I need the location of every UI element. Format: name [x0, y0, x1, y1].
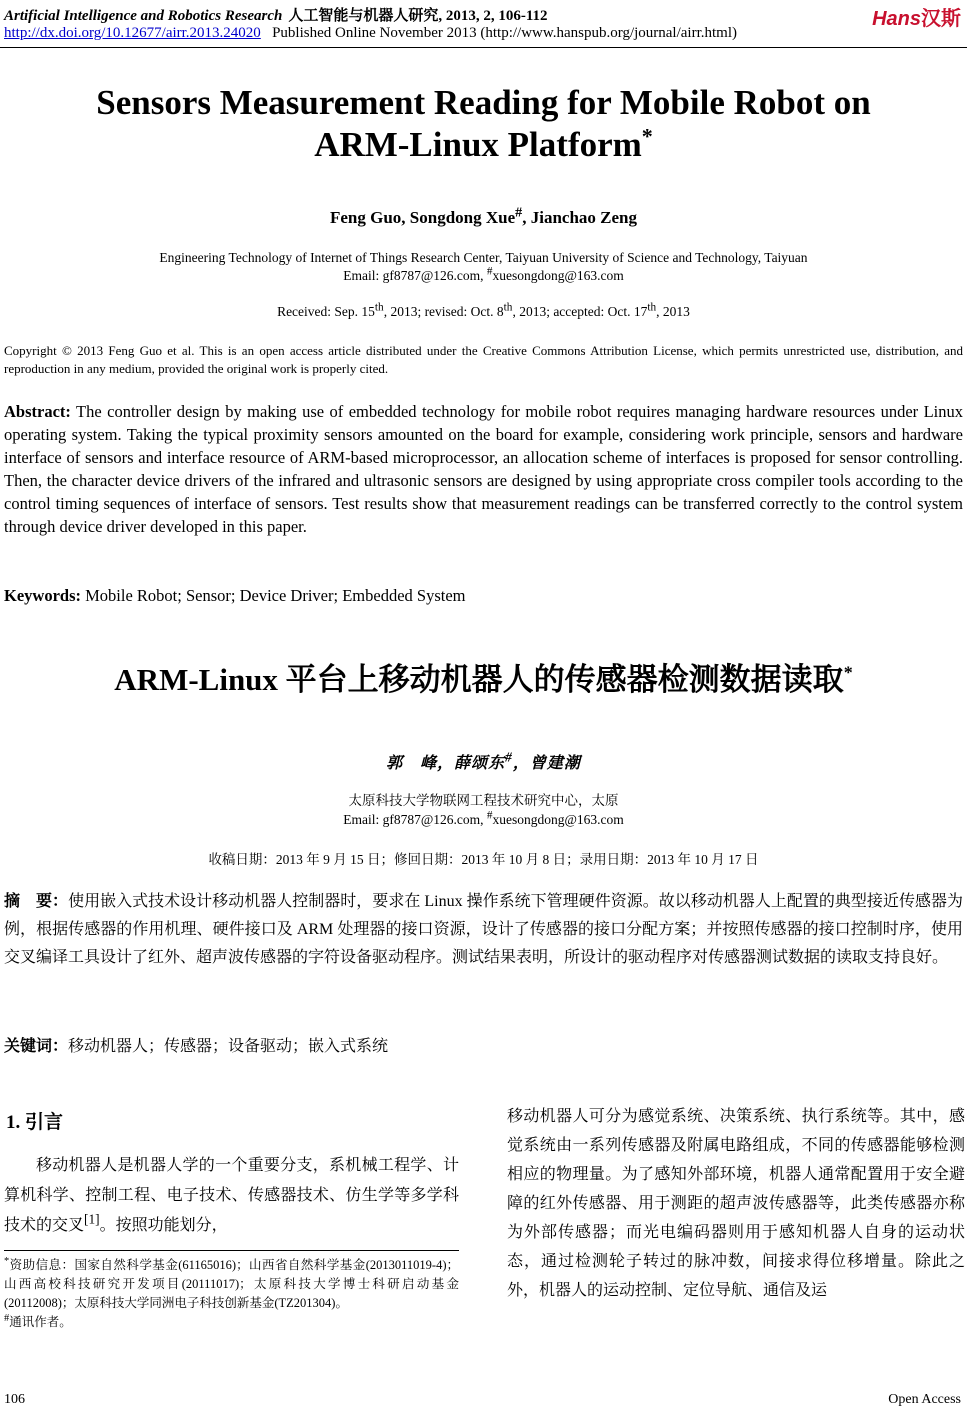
- footnote-divider: [4, 1250, 459, 1251]
- abstract-en-label: Abstract:: [4, 402, 71, 421]
- doi-link[interactable]: http://dx.doi.org/10.12677/airr.2013.24020: [4, 25, 261, 41]
- journal-name-en: Artificial Intelligence and Robotics Research: [4, 8, 283, 24]
- body-left-column: [4, 1151, 459, 1241]
- title-cn-mark: *: [843, 662, 853, 683]
- title-en-mark: *: [641, 123, 653, 149]
- received-en-p1: Received: Sep. 15: [277, 304, 375, 319]
- email-en: [0, 267, 967, 285]
- abstract-cn-text: 使用嵌入式技术设计移动机器人控制器时，要求在 Linux 操作系统下管理硬件资源。故以移动机器人上配置的典型接近传感器为例，根据传感器的作用机理、硬件接口及 ARM 处理器的接口资源，设计了传感器的接口分配方案；并按照传感器的接口控制时序，使用交叉编译工具设计了红外、超声波传感器的字符设备驱动程序。测试结果表明，所设计的驱动程序对传感器测试数据的读取支持良好。: [4, 893, 963, 966]
- abstract-en: [4, 400, 963, 538]
- copyright-notice: Copyright © 2013 Feng Guo et al. This is an open access article distributed under the Creative Commons Attribution License, which permits unrestricted use, distribution, and reproduction in any medium, provided the original work is properly cited.: [4, 343, 963, 376]
- email-en-mark: #: [486, 265, 493, 278]
- abstract-cn-label: 摘 要：: [4, 893, 69, 910]
- abstract-cn: [4, 888, 963, 972]
- corresponding-mark: #: [515, 204, 523, 221]
- received-en-p2: , 2013; revised: Oct. 8: [383, 304, 504, 319]
- abstract-en-text: The controller design by making use of embedded technology for mobile robot requires managing hardware resources under Linux operating system. Taking the typical proximity sensors amounted on the board for example, considering work principle, sensors and hardware interface of sensors and interface resource of ARM-based microprocessor, an allocation scheme of interfaces is proposed for sensor controlling. Then, the character device drivers of the infrared and ultrasonic sensors are designed by using appropriate cross compiler tools according to the control timing sequences of interface of sensors. Test results show that measurement readings can be transferred correctly to the control system through device driver developed in this paper.: [4, 402, 963, 536]
- received-en-s1: th: [374, 301, 384, 314]
- email-en-pre: Email: gf8787@126.com,: [343, 268, 487, 283]
- body-right-column: [507, 1102, 965, 1305]
- authors-cn-part1: 郭 峰，薛颂东: [386, 755, 506, 772]
- footnote-corresponding-text: 通讯作者。: [9, 1315, 72, 1329]
- title-en-line1: Sensors Measurement Reading for Mobile Robot on: [96, 83, 871, 122]
- footnote-corresponding: [4, 1313, 459, 1332]
- email-en-post: xuesongdong@163.com: [492, 268, 624, 283]
- received-en-s2: th: [503, 301, 513, 314]
- authors-cn: [0, 750, 967, 773]
- title-cn-text: ARM-Linux 平台上移动机器人的传感器检测数据读取: [114, 662, 844, 697]
- footnotes: [4, 1256, 459, 1332]
- keywords-en-label: Keywords:: [4, 586, 81, 605]
- citation-ref[interactable]: [1]: [84, 1211, 100, 1227]
- received-en-s3: th: [647, 301, 657, 314]
- footnote-funding-text: 资助信息：国家自然科学基金(61165016)；山西省自然科学基金(2013011019-4)；山西高校科技研究开发项目(20111017)；太原科技大学博士科研启动基金(20112008)；太原科技大学同洲电子科技创新基金(TZ201304)。: [4, 1258, 459, 1310]
- received-en-p3: , 2013; accepted: Oct. 17: [512, 304, 648, 319]
- authors-en-part1: Feng Guo, Songdong Xue: [329, 208, 516, 227]
- affiliation-cn: 太原科技大学物联网工程技术研究中心，太原: [348, 793, 619, 808]
- keywords-cn: [4, 1033, 388, 1056]
- body-left-text-post: 。按照功能划分，: [99, 1217, 228, 1234]
- footnote-corresponding-mark: #: [4, 1312, 10, 1324]
- logo-text-en: Hans: [872, 8, 921, 30]
- affiliation-cn-block: [0, 791, 967, 829]
- email-cn-pre: Email: gf8787@126.com,: [343, 812, 487, 827]
- keywords-cn-text: 移动机器人；传感器；设备驱动；嵌入式系统: [68, 1038, 389, 1055]
- paper-title-en: [40, 82, 927, 166]
- footnote-funding: [4, 1256, 459, 1313]
- footnote-funding-mark: *: [4, 1255, 10, 1267]
- publisher-logo: [872, 2, 961, 31]
- affiliation-en: Engineering Technology of Internet of Things Research Center, Taiyuan University of Science and Technology, Taiyuan: [159, 250, 808, 265]
- page-number: 106: [4, 1392, 25, 1407]
- email-cn-mark: #: [486, 809, 493, 822]
- header-divider: [0, 47, 967, 48]
- body-paragraph-left: [4, 1151, 459, 1241]
- authors-cn-mark: #: [505, 749, 513, 765]
- keywords-en-text: Mobile Robot; Sensor; Device Driver; Embedded System: [81, 586, 466, 605]
- paper-title-cn: [0, 654, 967, 699]
- doi-line: [4, 25, 737, 42]
- affiliation-en-block: [0, 249, 967, 285]
- authors-en: [0, 204, 967, 228]
- title-en-line2: ARM-Linux Platform: [314, 125, 642, 164]
- email-cn-post: xuesongdong@163.com: [492, 812, 624, 827]
- authors-cn-part2: ，曾建潮: [512, 755, 581, 772]
- keywords-cn-label: 关键词：: [4, 1038, 69, 1055]
- body-paragraph-right: 移动机器人可分为感觉系统、决策系统、执行系统等。其中，感觉系统由一系列传感器及附属电路组成，不同的传感器能够检测相应的物理量。为了感知外部环境，机器人通常配置用于安全避障的红外传感器、用于测距的超声波传感器等，此类传感器亦称为外部传感器；而光电编码器则用于感知机器人自身的运动状态，通过检测轮子转过的脉冲数，间接求得位移增量。除此之外，机器人的运动控制、定位导航、通信及运: [507, 1108, 965, 1299]
- received-en: [0, 301, 967, 320]
- authors-en-part2: , Jianchao Zeng: [522, 208, 638, 227]
- logo-text-cn: 汉斯: [921, 8, 961, 30]
- open-access-label: Open Access: [888, 1392, 961, 1407]
- received-cn: 收稿日期：2013 年 9 月 15 日；修回日期：2013 年 10 月 8 日；录用日期：2013 年 10 月 17 日: [208, 852, 759, 867]
- section-heading: 1. 引言: [6, 1112, 64, 1133]
- journal-name-cn: 人工智能与机器人研究, 2013, 2, 106-112: [288, 8, 548, 24]
- keywords-en: [4, 586, 465, 606]
- published-online: Published Online November 2013 (http://www.hanspub.org/journal/airr.html): [272, 25, 738, 41]
- journal-header: [4, 4, 548, 25]
- email-cn: [0, 810, 967, 829]
- received-en-p4: , 2013: [656, 304, 690, 319]
- body-left-text-pre: 移动机器人是机器人学的一个重要分支，系机械工程学、计算机科学、控制工程、电子技术、传感器技术、仿生学等多学科技术的交叉: [4, 1157, 459, 1234]
